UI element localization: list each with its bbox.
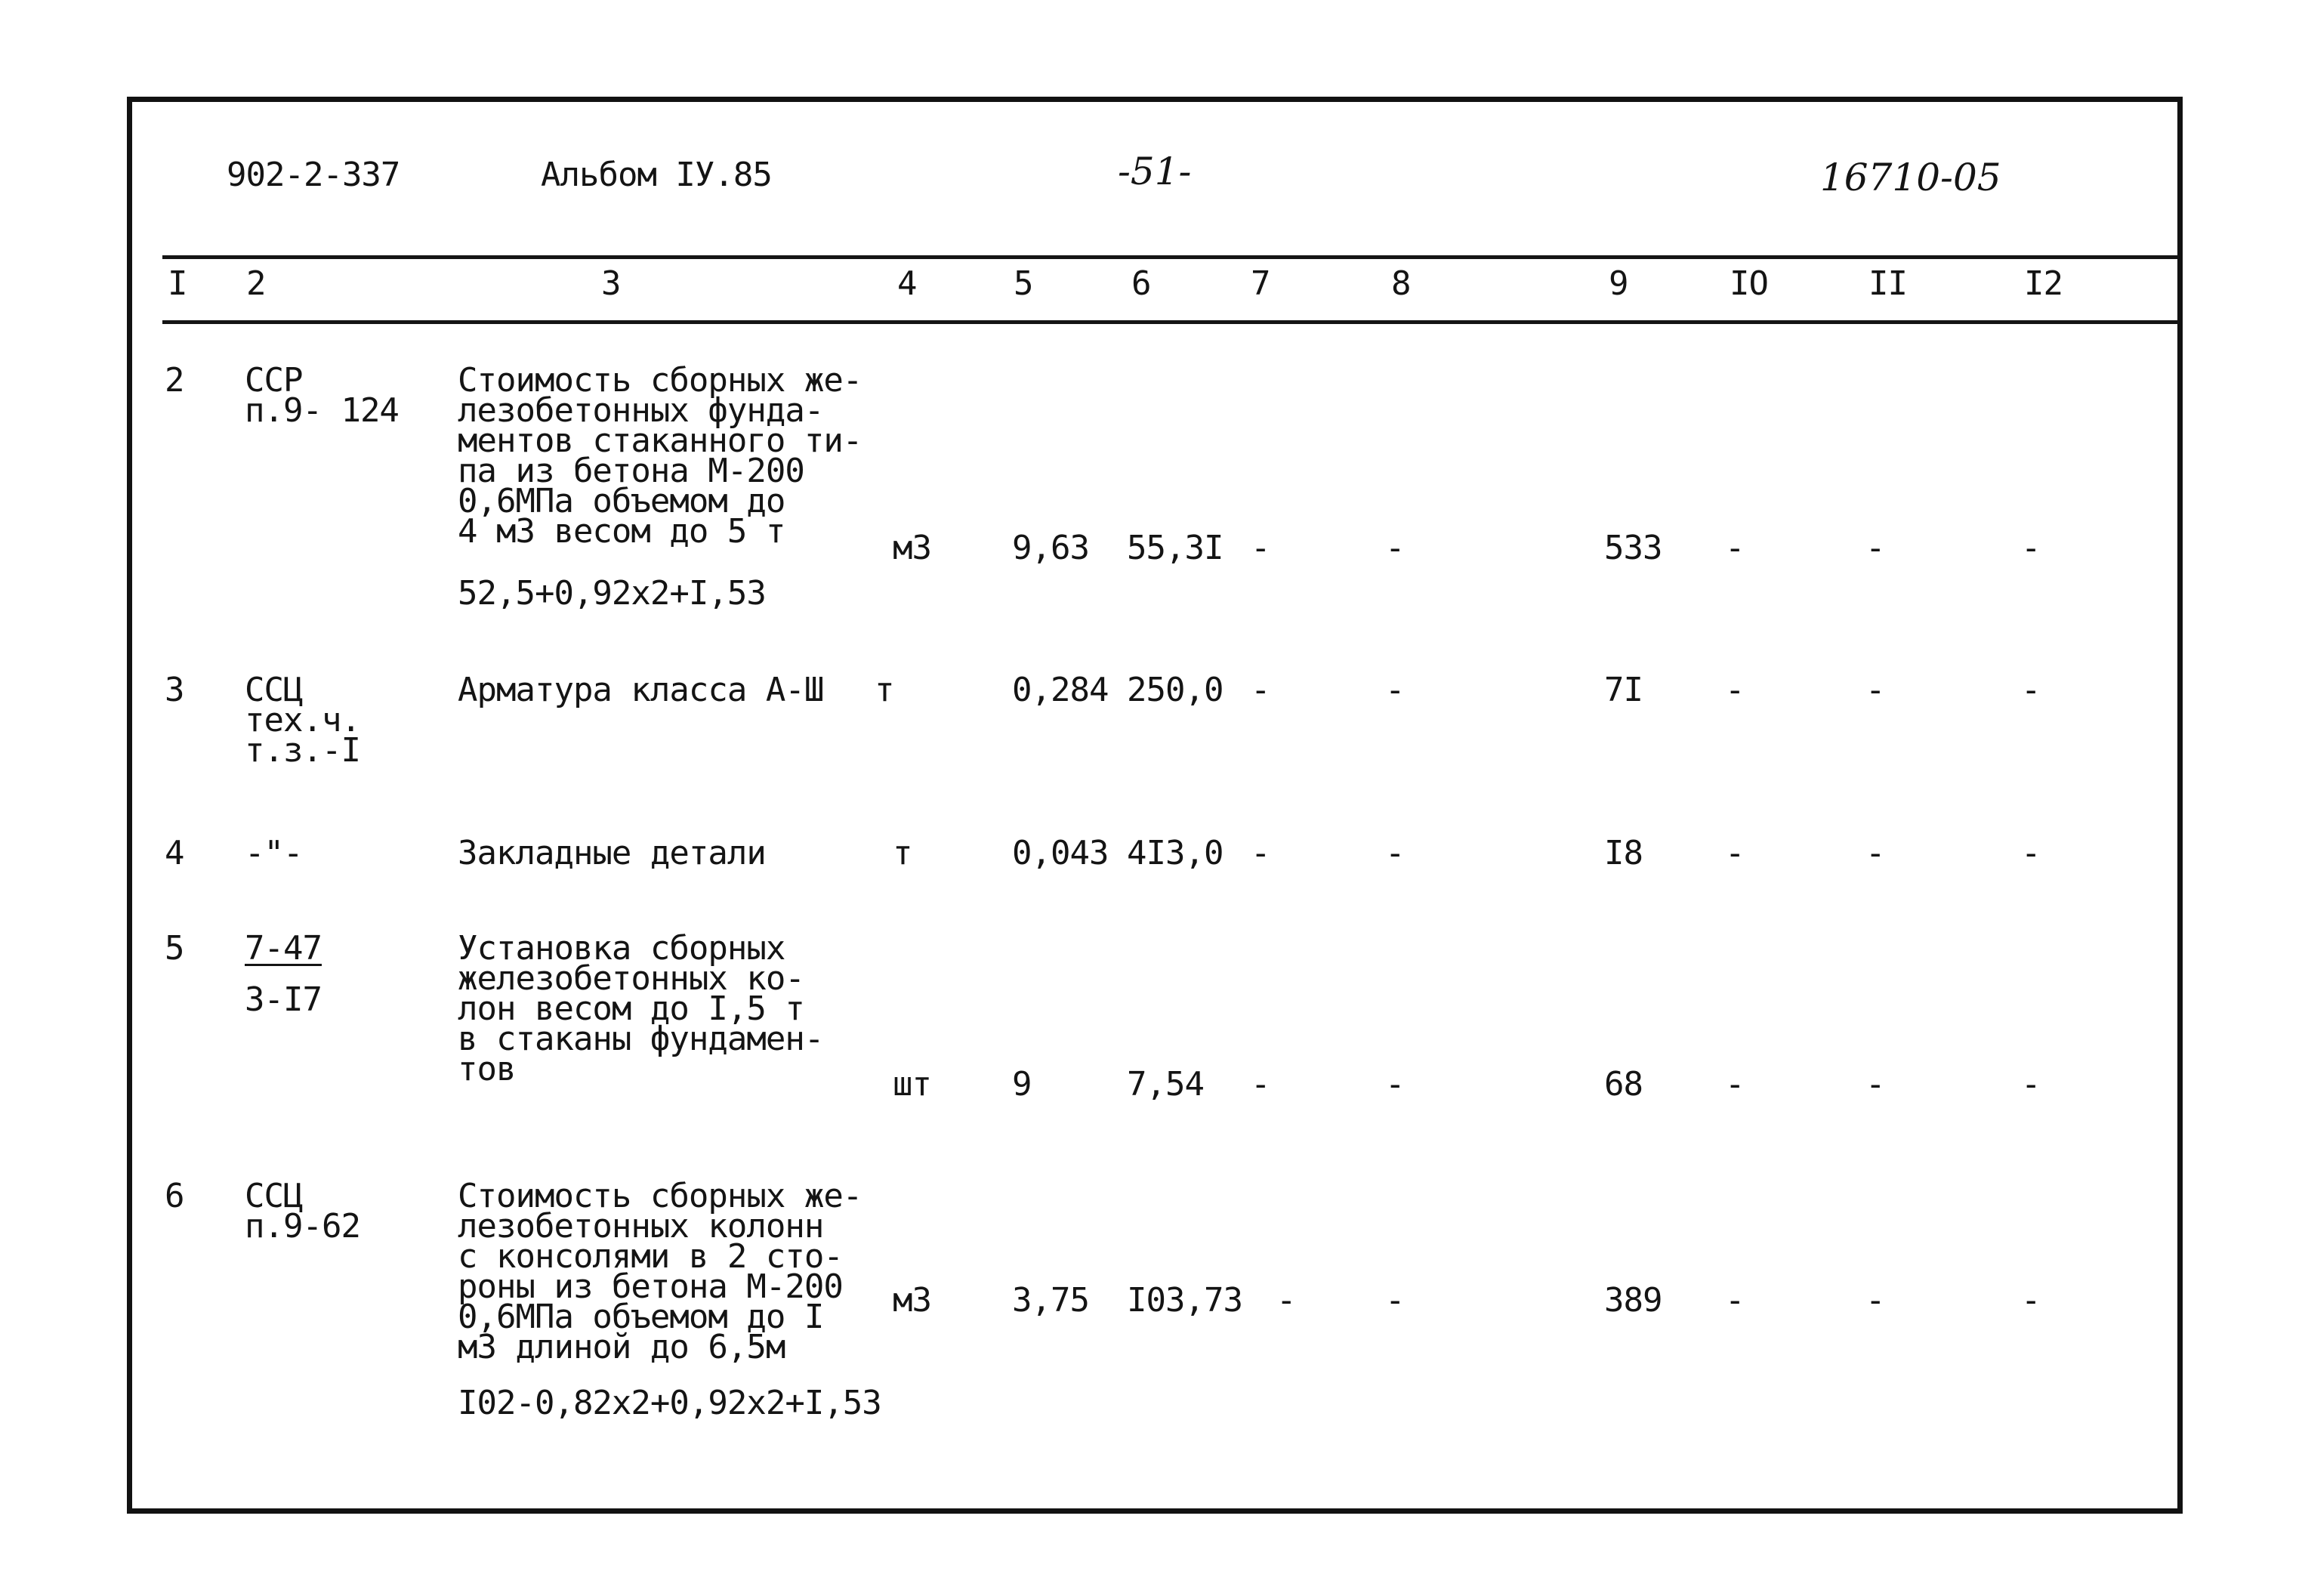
- column-header-8: 8: [1391, 264, 1411, 303]
- row-description: Закладные детали: [458, 834, 766, 872]
- row-quantity: 9: [1012, 1065, 1032, 1104]
- row-number: 4: [165, 834, 184, 872]
- row-col-9: I8: [1604, 834, 1643, 872]
- row-quantity: 0,043: [1012, 834, 1109, 872]
- column-header-6: 6: [1131, 264, 1151, 303]
- row-unit-price: 55,3I: [1127, 529, 1224, 567]
- column-header-7: 7: [1251, 264, 1270, 303]
- row-unit: т: [893, 834, 912, 872]
- page-number: -51-: [1118, 150, 1192, 193]
- row-col-8: -: [1385, 529, 1405, 567]
- row-col-10: -: [1725, 529, 1745, 567]
- row-col-9: 7I: [1604, 671, 1643, 709]
- row-unit-price: 7,54: [1127, 1065, 1204, 1104]
- row-col-7: -: [1251, 834, 1270, 872]
- row-col-10: -: [1725, 834, 1745, 872]
- row-col-7: -: [1276, 1281, 1296, 1320]
- row-col-12: -: [2021, 671, 2041, 709]
- row-number: 2: [165, 361, 184, 400]
- row-unit-price: I03,73: [1127, 1281, 1242, 1320]
- row-col-12: -: [2021, 529, 2041, 567]
- column-header-9: 9: [1609, 264, 1628, 303]
- row-unit: т: [875, 671, 894, 709]
- row-formula: 52,5+0,92х2+I,53: [458, 574, 766, 613]
- row-col-8: -: [1385, 1281, 1405, 1320]
- row-quantity: 9,63: [1012, 529, 1089, 567]
- row-formula: I02-0,82х2+0,92х2+I,53: [458, 1384, 881, 1422]
- row-unit-price: 250,0: [1127, 671, 1224, 709]
- row-description: Арматура класса А-Ш: [458, 671, 824, 709]
- row-col-11: -: [1865, 1065, 1885, 1104]
- row-col-11: -: [1865, 529, 1885, 567]
- column-header-10: IO: [1730, 264, 1768, 303]
- row-col-9: 533: [1604, 529, 1662, 567]
- row-col-8: -: [1385, 1065, 1405, 1104]
- row-code-numerator: 7-47: [245, 929, 322, 968]
- row-number: 5: [165, 929, 184, 968]
- row-col-12: -: [2021, 834, 2041, 872]
- column-header-2: 2: [246, 264, 266, 303]
- row-description: Стоимость сборных же- лезобетонных колонн с консолями в 2 сто- роны из бетона М-200 0,6МПа объемом до I м3 длиной до 6,5м: [458, 1177, 862, 1366]
- row-col-11: -: [1865, 1281, 1885, 1320]
- column-header-12: I2: [2024, 264, 2063, 303]
- row-number: 3: [165, 671, 184, 709]
- column-header-5: 5: [1014, 264, 1033, 303]
- row-unit: м3: [893, 1281, 931, 1320]
- row-col-11: -: [1865, 834, 1885, 872]
- row-description: Стоимость сборных же- лезобетонных фунда- ментов стаканного ти- па из бетона М-200 0,6МПа объемом до 4 м3 весом до 5 т: [458, 361, 862, 551]
- row-col-8: -: [1385, 834, 1405, 872]
- row-col-12: -: [2021, 1281, 2041, 1320]
- row-col-9: 389: [1604, 1281, 1662, 1320]
- row-code: ССР п.9- 124: [245, 361, 399, 430]
- album-title: Альбом IУ.85: [541, 156, 772, 194]
- column-header-4: 4: [897, 264, 917, 303]
- row-code: -"-: [245, 834, 303, 872]
- row-description: Установка сборных железобетонных ко- лон весом до I,5 т в стаканы фундамен- тов: [458, 929, 824, 1088]
- column-header-3: 3: [601, 264, 621, 303]
- row-unit: шт: [893, 1065, 931, 1104]
- header-bottom-rule: [162, 320, 2179, 324]
- row-col-8: -: [1385, 671, 1405, 709]
- row-col-7: -: [1251, 529, 1270, 567]
- row-col-11: -: [1865, 671, 1885, 709]
- row-quantity: 0,284: [1012, 671, 1109, 709]
- row-quantity: 3,75: [1012, 1281, 1089, 1320]
- column-header-1: I: [168, 264, 187, 303]
- column-header-11: II: [1868, 264, 1907, 303]
- row-col-10: -: [1725, 671, 1745, 709]
- row-col-9: 68: [1604, 1065, 1643, 1104]
- row-col-12: -: [2021, 1065, 2041, 1104]
- row-col-7: -: [1251, 1065, 1270, 1104]
- doc-code: 902-2-337: [227, 156, 400, 194]
- row-code: ССЦ тех.ч. т.з.-I: [245, 671, 360, 770]
- row-code: ССЦ п.9-62: [245, 1177, 360, 1246]
- row-code-denominator: 3-I7: [245, 980, 322, 1019]
- row-unit-price: 4I3,0: [1127, 834, 1224, 872]
- row-col-10: -: [1725, 1281, 1745, 1320]
- inventory-number: 16710-05: [1820, 156, 2001, 199]
- row-col-7: -: [1251, 671, 1270, 709]
- header-top-rule: [162, 255, 2179, 259]
- row-unit: м3: [893, 529, 931, 567]
- row-col-10: -: [1725, 1065, 1745, 1104]
- row-number: 6: [165, 1177, 184, 1215]
